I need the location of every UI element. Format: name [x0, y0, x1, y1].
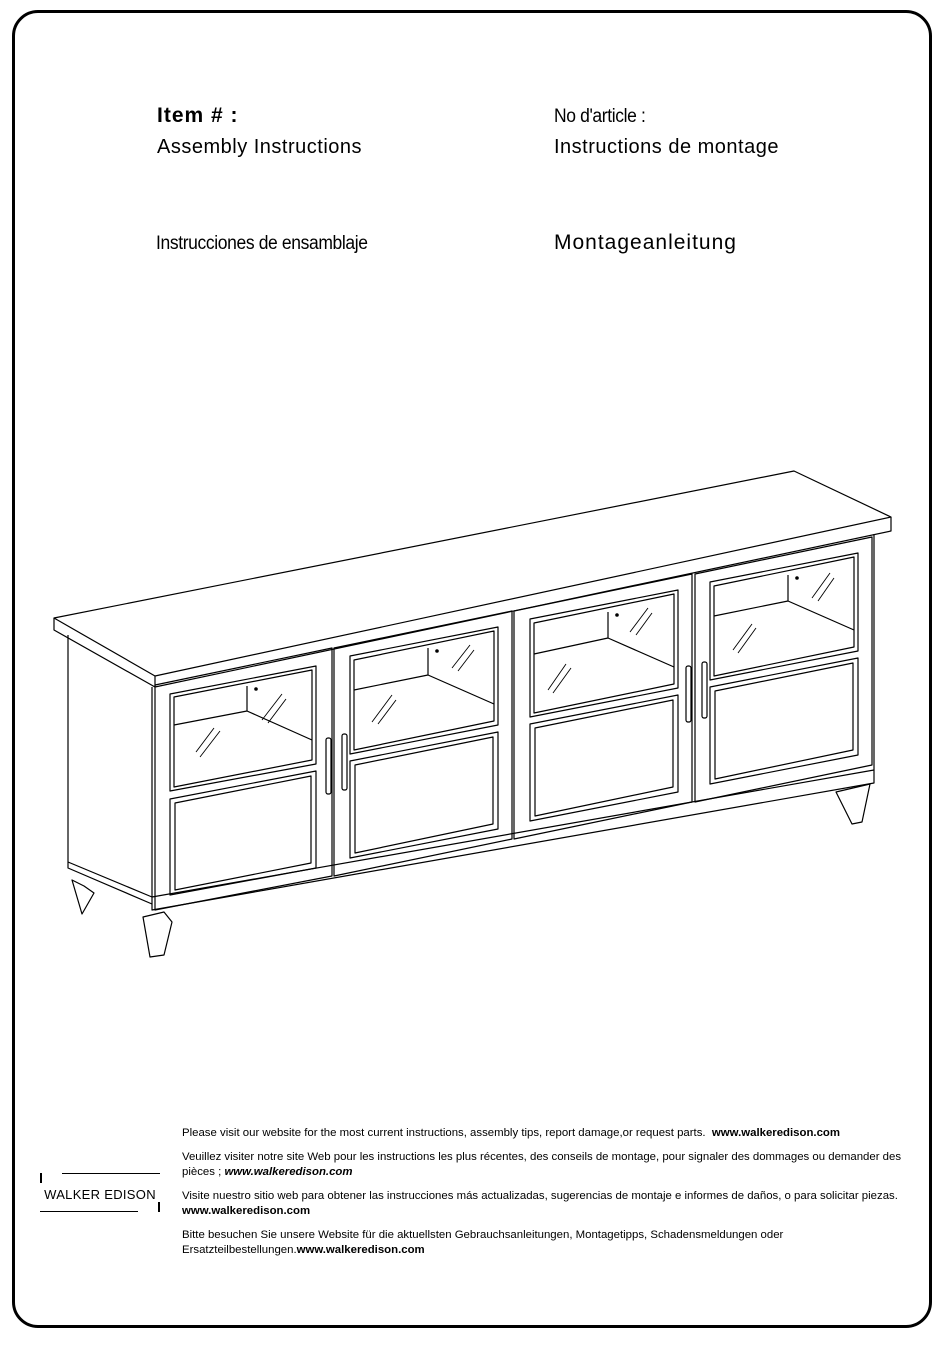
logo-rule-top: [40, 1173, 160, 1183]
assembly-instructions-es: Instrucciones de ensamblaje: [156, 233, 368, 254]
assembly-instructions-en: Assembly Instructions: [157, 136, 363, 158]
notice-en: [182, 1126, 910, 1141]
notice-de-text: Bitte besuchen Sie unsere Website für die aktuellsten Gebrauchsanleitungen, Montagetipps, Schadensmeldungen oder Ersatzteilbestellungen.: [182, 1229, 784, 1256]
notice-es: [182, 1189, 910, 1219]
notice-en-text: Please visit our website for the most current instructions, assembly tips, report damage,or request parts.: [182, 1127, 706, 1139]
walker-edison-logo: [40, 1173, 160, 1212]
website-link-fr[interactable]: www.walkeredison.com: [224, 1166, 353, 1178]
logo-rule-bottom: [40, 1202, 160, 1212]
website-link-es[interactable]: www.walkeredison.com: [182, 1205, 311, 1217]
notice-fr-text: Veuillez visiter notre site Web pour les instructions les plus récentes, des conseils de montage, pour signaler des dommages ou demander des pièces ;: [182, 1151, 902, 1178]
logo-brand-text: WALKER EDISON: [44, 1187, 156, 1202]
item-number-label: Item # :: [157, 104, 239, 127]
website-link-de[interactable]: www.walkeredison.com: [296, 1244, 425, 1256]
item-number-label-fr: No d'article :: [554, 106, 646, 127]
notice-fr: [182, 1150, 910, 1180]
assembly-instructions-fr: Instructions de montage: [554, 136, 779, 158]
website-notice: [182, 1126, 910, 1267]
notice-es-text: Visite nuestro sitio web para obtener las instrucciones más actualizadas, sugerencias de montaje e informes de daños, o para solicitar piezas.: [182, 1190, 898, 1202]
website-link-en[interactable]: www.walkeredison.com: [711, 1127, 840, 1139]
notice-de: [182, 1228, 910, 1258]
assembly-instructions-de: Montageanleitung: [554, 231, 737, 254]
